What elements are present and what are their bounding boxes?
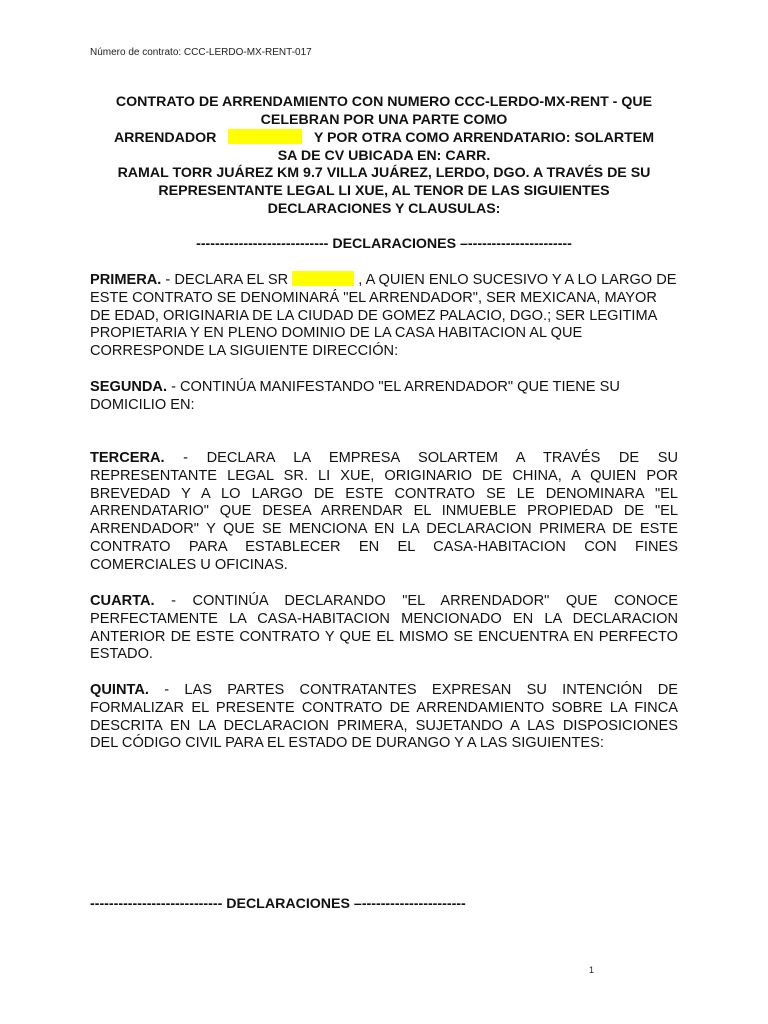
title-line: DECLARACIONES Y CLAUSULAS: — [267, 200, 501, 217]
contract-number-header: Número de contrato: CCC-LERDO-MX-RENT-017 — [90, 47, 312, 58]
redacted-name-highlight — [292, 271, 354, 286]
contract-title — [90, 94, 678, 218]
declaration-quinta — [90, 682, 678, 753]
declaration-tercera — [90, 450, 678, 575]
declaration-primera — [90, 271, 678, 361]
declaration-label: TERCERA. — [90, 450, 165, 466]
declaration-text: - CONTINÚA MANIFESTANDO "EL ARRENDADOR" QUE TIENE SU DOMICILIO EN: — [90, 379, 620, 413]
declaration-label: PRIMERA. — [90, 272, 162, 288]
page-number: 1 — [588, 965, 594, 975]
declaration-label: SEGUNDA. — [90, 379, 168, 395]
declaration-text: - LAS PARTES CONTRATANTES EXPRESAN SU INTENCIÓN DE FORMALIZAR EL PRESENTE CONTRATO DE ARRENDAMIENTO SOBRE LA FINCA DESCRITA EN LA DECLARACION PRIMERA, SUJETANDO A LAS DISPOSICIONES DEL CÓDIGO CIVIL PARA EL ESTADO DE DURANGO Y A LAS SIGUIENTES: — [90, 682, 678, 752]
declaration-cuarta — [90, 593, 678, 664]
title-text: ARRENDADOR — [113, 130, 217, 147]
declaration-segunda — [90, 379, 678, 415]
redacted-name-highlight — [228, 129, 302, 144]
title-line: RAMAL TORR JUÁREZ KM 9.7 VILLA JUÁREZ, LERDO, DGO. A TRAVÉS DE SU — [117, 165, 651, 182]
declaration-label: QUINTA. — [90, 682, 149, 698]
title-line — [90, 129, 678, 148]
title-text: Y POR OTRA COMO ARRENDATARIO: SOLARTEM — [313, 130, 655, 147]
declaration-text: - DECLARA EL SR — [161, 272, 293, 288]
title-line: CONTRATO DE ARRENDAMIENTO CON NUMERO CCC-LERDO-MX-RENT - QUE — [115, 94, 653, 110]
declarations-divider: ---------------------------- DECLARACIONES –---------------------- — [196, 236, 572, 252]
declaration-text: - DECLARA LA EMPRESA SOLARTEM A TRAVÉS DE SU REPRESENTANTE LEGAL SR. LI XUE, ORIGINARIO DE CHINA, A QUIEN POR BREVEDAD Y A LO LARGO DE ESTE CONTRATO SE LE DENOMINARA "EL ARRENDATARIO" QUE DESEA ARRENDAR EL INMUEBLE PROPIEDAD DE "EL ARRENDADOR" Y QUE SE MENCIONA EN LA DECLARACION PRIMERA DE ESTE CONTRATO PARA ESTABLECER EN EL CASA-HABITACION CON FINES COMERCIALES U OFICINAS. — [90, 450, 678, 573]
declaration-text: - CONTINÚA DECLARANDO "EL ARRENDADOR" QUE CONOCE PERFECTAMENTE LA CASA-HABITACION MENCIONADO EN LA DECLARACION ANTERIOR DE ESTE CONTRATO Y QUE EL MISMO SE ENCUENTRA EN PERFECTO ESTADO. — [90, 593, 678, 663]
declaration-label: CUARTA. — [90, 593, 155, 609]
declaration-text: , A QUIEN ENLO SUCESIVO Y A LO LARGO DE ESTE CONTRATO SE DENOMINARÁ "EL ARRENDADOR", SER MEXICANA, MAYOR DE EDAD, ORIGINARIA DE LA CIUDAD DE GOMEZ PALACIO, DGO.; SER LEGITIMA PROPIETARIA Y EN PLENO DOMINIO DE LA CASA HABITACION AL QUE CORRESPONDE LA SIGUIENTE DIRECCIÓN: — [90, 272, 677, 360]
title-line: CELEBRAN POR UNA PARTE COMO — [260, 111, 508, 128]
declarations-divider-bottom: ---------------------------- DECLARACIONES –---------------------- — [90, 896, 466, 912]
title-line: SA DE CV UBICADA EN: CARR. — [277, 147, 491, 164]
title-line: REPRESENTANTE LEGAL LI XUE, AL TENOR DE LAS SIGUIENTES — [158, 182, 610, 199]
